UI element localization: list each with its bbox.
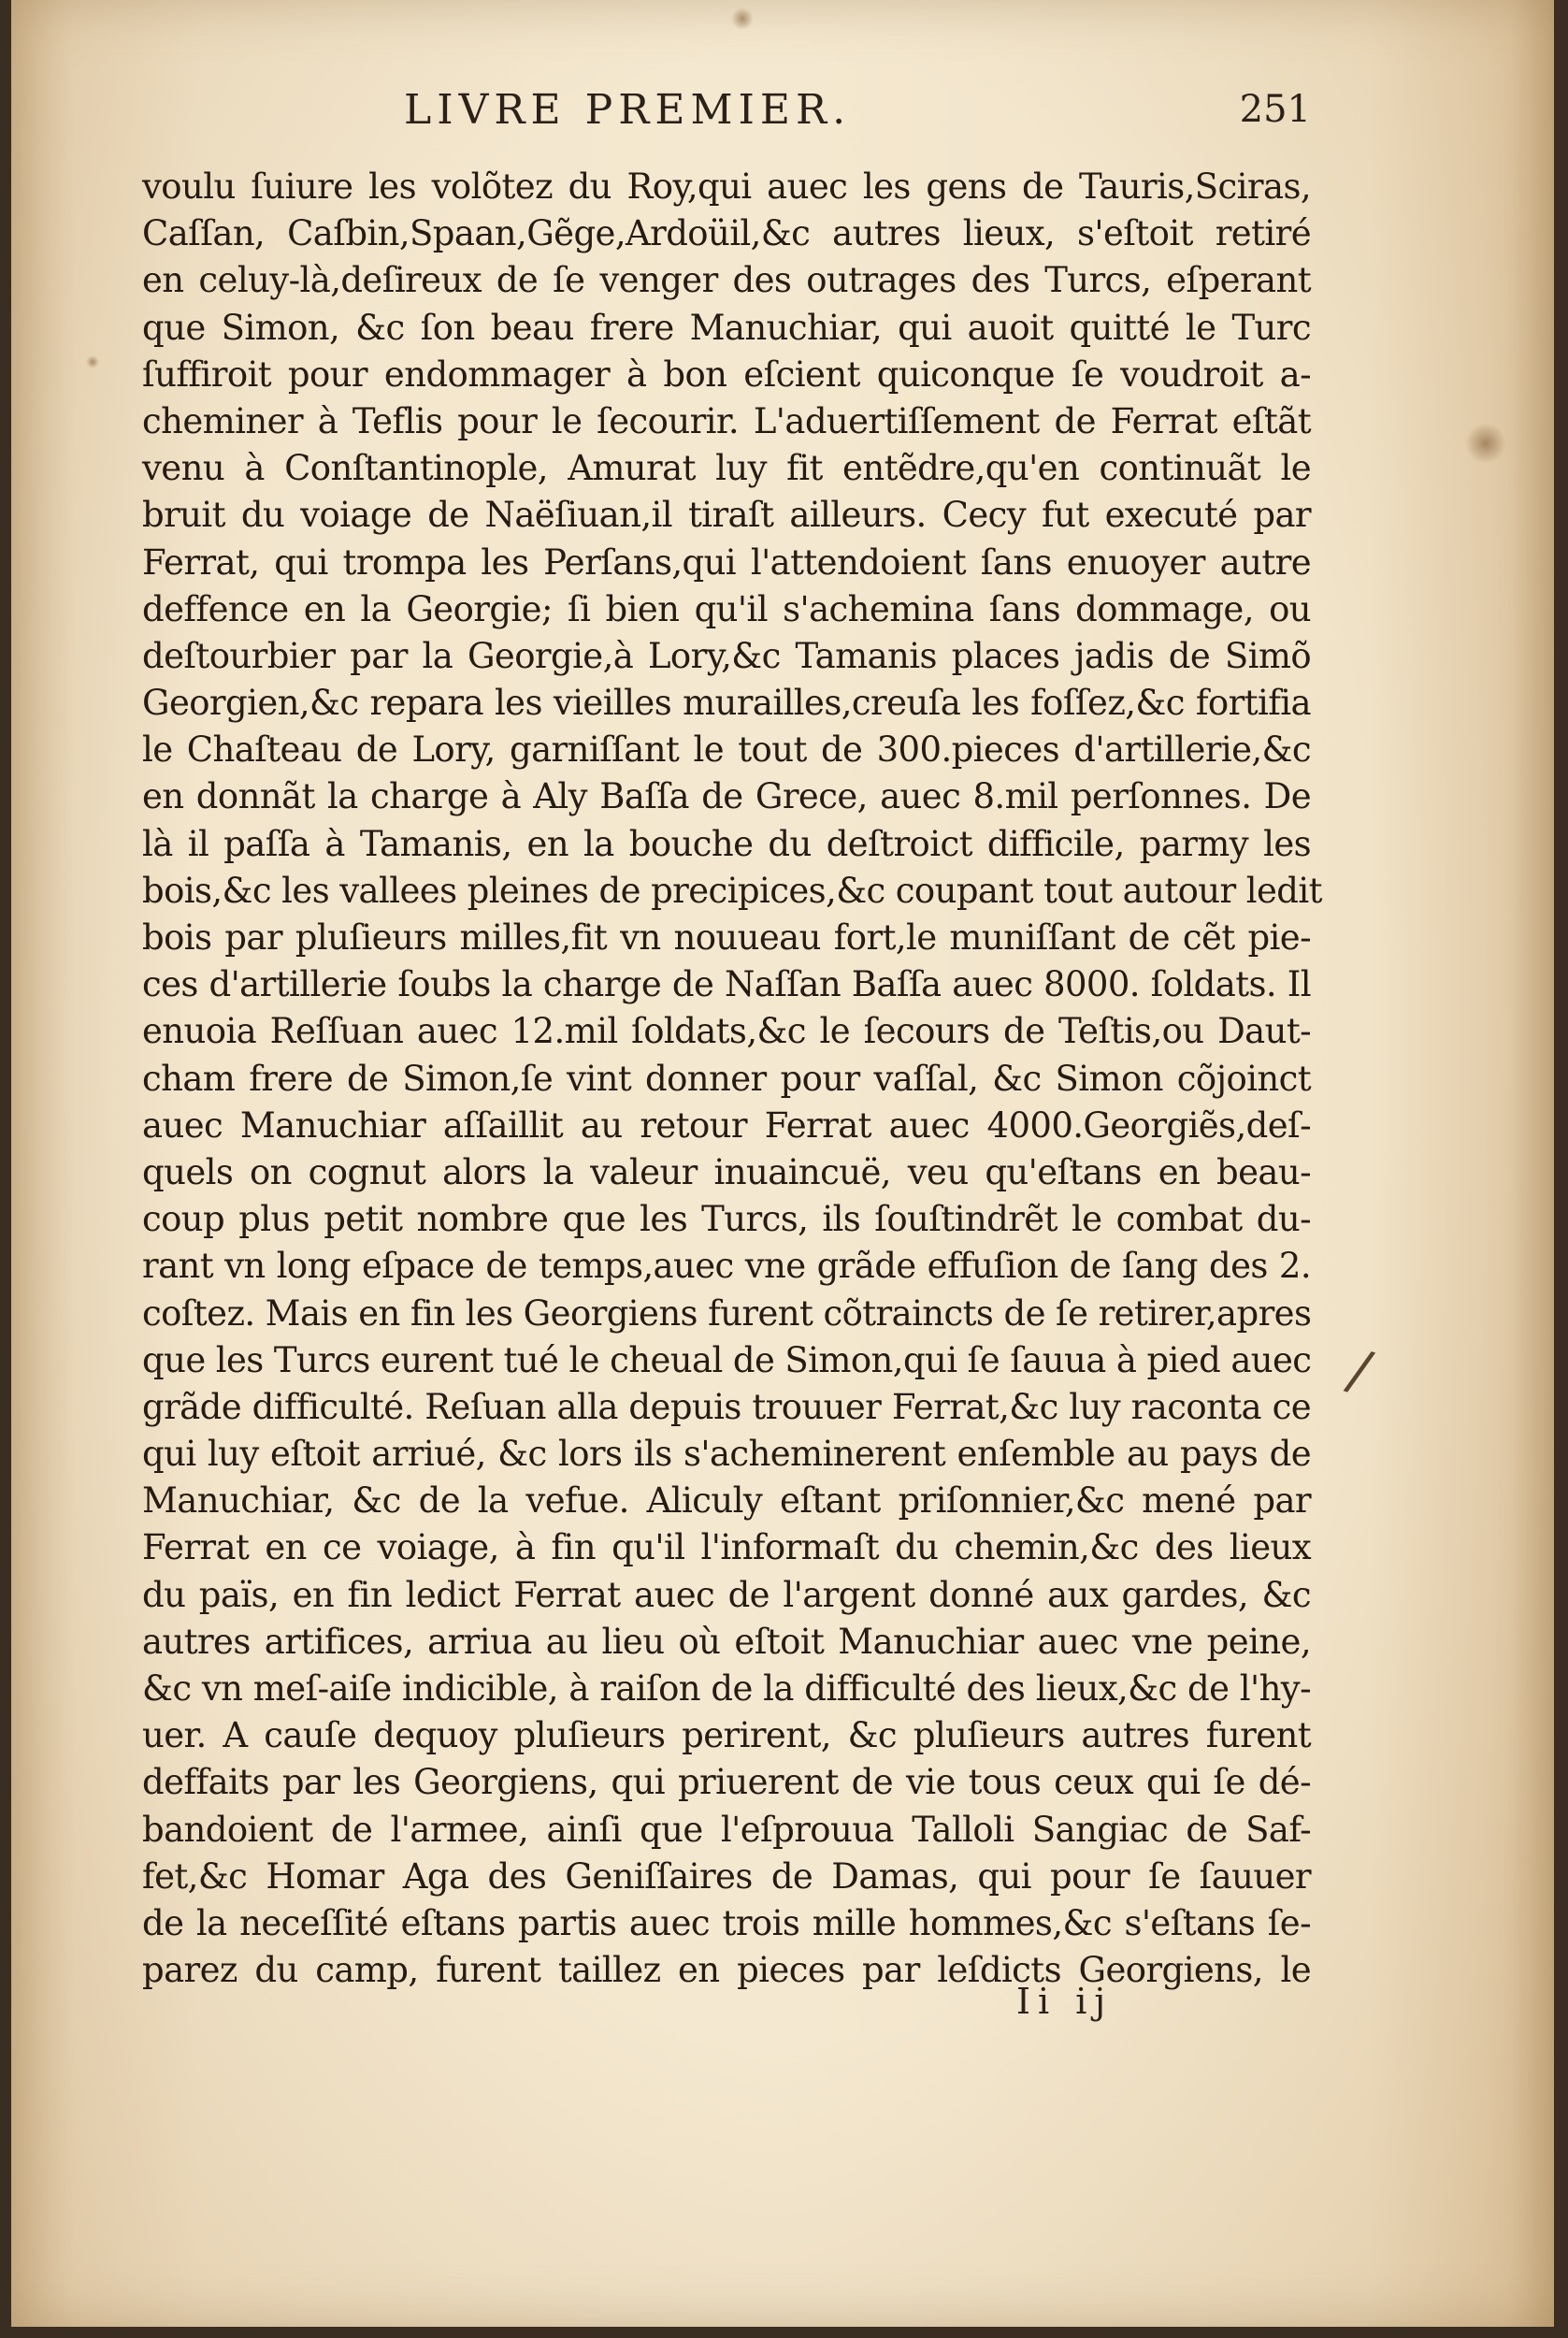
margin-stroke: / bbox=[1340, 1336, 1379, 1406]
text-line: cheminer à Teflis pour le ſecourir. L'aduertiſſement de Ferrat eſtãt bbox=[142, 400, 1311, 441]
book-page bbox=[11, 0, 1554, 2327]
body-text bbox=[142, 164, 1322, 1994]
text-line: rant vn long eſpace de temps,auec vne grãde effuſion de ſang des 2. bbox=[142, 1246, 1311, 1287]
text-line: parez du camp, furent taillez en pieces par leſdicts Georgiens, le bbox=[142, 1950, 1311, 1991]
text-line: qui luy eſtoit arriué, &c lors ils s'acheminerent enſemble au pays de bbox=[142, 1434, 1311, 1475]
page-header bbox=[142, 86, 1311, 152]
text-line: en donnãt la charge à Aly Baſſa de Grece, auec 8.mil perſonnes. De bbox=[142, 776, 1311, 817]
text-line: Georgien,&c repara les vieilles murailles,creuſa les foſſez,&c fortifia bbox=[142, 683, 1311, 724]
text-line: uer. A cauſe dequoy pluſieurs perirent, &c pluſieurs autres furent bbox=[142, 1715, 1311, 1756]
text-line: &c vn meſ-aiſe indicible, à raiſon de la difficulté des lieux,&c de l'hy- bbox=[142, 1668, 1311, 1709]
text-line: Manuchiar, &c de la vefue. Aliculy eſtant priſonnier,&c mené par bbox=[142, 1480, 1311, 1522]
text-line: fet,&c Homar Aga des Geniſſaires de Damas, qui pour ſe ſauuer bbox=[142, 1855, 1311, 1897]
text-line: bandoient de l'armee, ainſi que l'eſprouua Talloli Sangiac de Saf- bbox=[142, 1809, 1311, 1850]
ink-stain bbox=[731, 7, 754, 30]
text-line: bois par pluſieurs milles,fit vn nouueau fort,le muniſſant de cẽt pie- bbox=[142, 917, 1311, 958]
text-line: coſtez. Mais en fin les Georgiens furent cõtraincts de ſe retirer,apres bbox=[142, 1292, 1312, 1334]
text-line: voulu ſuiure les volõtez du Roy,qui auec les gens de Tauris,Sciras, bbox=[142, 166, 1311, 207]
ink-stain bbox=[1465, 423, 1506, 464]
text-line: deffence en la Georgie; ſi bien qu'il s'achemina ſans dommage, ou bbox=[142, 588, 1311, 629]
text-line: Caſſan, Caſbin,Spaan,Gẽge,Ardoüil,&c autres lieux, s'eſtoit retiré bbox=[142, 213, 1311, 254]
text-line: en celuy-là,deſireux de ſe venger des outrages des Turcs, eſperant bbox=[142, 260, 1311, 301]
text-line: grãde difficulté. Reſuan alla depuis trouuer Ferrat,&c luy raconta ce bbox=[142, 1386, 1311, 1427]
text-line: que les Turcs eurent tué le cheual de Simon,qui ſe ſauua à pied auec bbox=[142, 1339, 1312, 1380]
text-line: deſtourbier par la Georgie,à Lory,&c Tamanis places jadis de Simõ bbox=[142, 635, 1311, 676]
text-line: venu à Conſtantinople, Amurat luy fit entẽdre,qu'en continuãt le bbox=[142, 448, 1311, 489]
page-number: 251 bbox=[1239, 88, 1311, 131]
text-line: du païs, en fin ledict Ferrat auec de l'argent donné aux gardes, &c bbox=[142, 1574, 1311, 1615]
text-line: ſuffiroit pour endommager à bon eſcient quiconque ſe voudroit a- bbox=[142, 354, 1311, 395]
text-line: deffaits par les Georgiens, qui priuerent de vie tous ceux qui ſe dé- bbox=[142, 1762, 1311, 1803]
text-line: cham frere de Simon,ſe vint donner pour vaſſal, &c Simon cõjoinct bbox=[142, 1058, 1311, 1099]
text-line: auec Manuchiar aſſaillit au retour Ferrat auec 4000.Georgiẽs,deſ- bbox=[142, 1104, 1311, 1146]
text-line: enuoia Reſſuan auec 12.mil ſoldats,&c le ſecours de Teſtis,ou Daut- bbox=[142, 1011, 1311, 1052]
text-line: de la neceſſité eſtans partis auec trois mille hommes,&c s'eſtans ſe- bbox=[142, 1902, 1311, 1943]
text-line: là il paſſa à Tamanis, en la bouche du deſtroict difficile, parmy les bbox=[142, 823, 1311, 864]
text-line: le Chaſteau de Lory, garniſſant le tout de 300.pieces d'artillerie,&c bbox=[142, 729, 1311, 771]
text-line: ces d'artillerie ſoubs la charge de Naſſan Baſſa auec 8000. ſoldats. Il bbox=[142, 964, 1311, 1005]
text-line: bruit du voiage de Naëſiuan,il tiraſt ailleurs. Cecy fut executé par bbox=[142, 495, 1311, 536]
text-line: quels on cognut alors la valeur inuaincuë, veu qu'eſtans en beau- bbox=[142, 1151, 1311, 1192]
text-line: que Simon, &c ſon beau frere Manuchiar, qui auoit quitté le Turc bbox=[142, 307, 1311, 348]
running-title: LIVRE PREMIER. bbox=[404, 86, 852, 134]
text-line: bois,&c les vallees pleines de precipices,&c coupant tout autour ledit bbox=[142, 870, 1322, 911]
text-line: Ferrat, qui trompa les Perſans,qui l'attendoient ſans enuoyer autre bbox=[142, 541, 1311, 583]
text-line: Ferrat en ce voiage, à fin qu'il l'informaſt du chemin,&c des lieux bbox=[142, 1527, 1311, 1568]
signature-mark: Ii ij bbox=[1016, 1981, 1114, 2022]
text-line: autres artifices, arriua au lieu où eſtoit Manuchiar auec vne peine, bbox=[142, 1621, 1311, 1662]
ink-stain bbox=[86, 355, 99, 368]
text-line: coup plus petit nombre que les Turcs, ils ſouſtindrẽt le combat du- bbox=[142, 1199, 1311, 1240]
